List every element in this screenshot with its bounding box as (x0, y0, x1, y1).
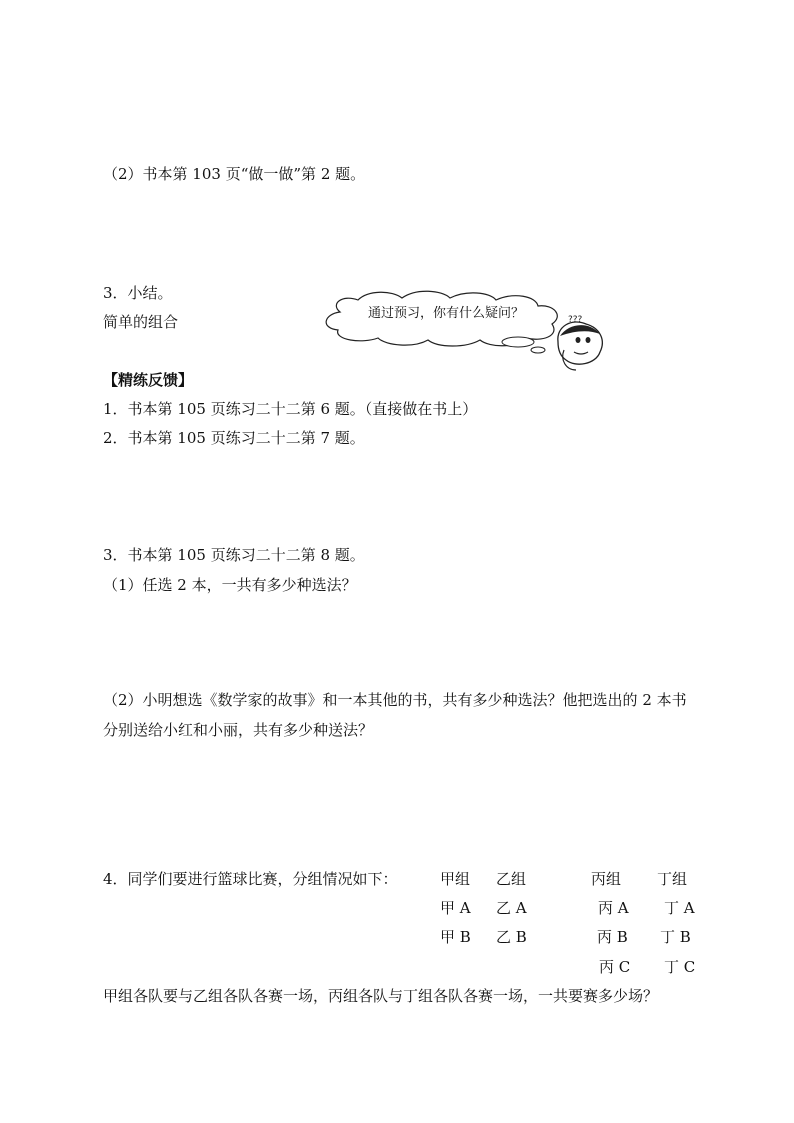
question-4-question: 甲组各队要与乙组各队各赛一场，丙组各队与丁组各队各赛一场，一共要赛多少场？ (103, 987, 659, 1005)
team-ding-a: 丁 A (664, 899, 695, 917)
question-1: 1．书本第 105 页练习二十二第 6 题。（直接做在书上） (103, 400, 478, 418)
section-heading: 【精练反馈】 (103, 371, 194, 389)
question-3: 3．书本第 105 页练习二十二第 8 题。 (103, 546, 365, 564)
team-ding-b: 丁 B (660, 928, 691, 946)
team-yi-b: 乙 B (496, 928, 527, 946)
team-jia-a: 甲 A (440, 899, 471, 917)
question-4-intro: 4．同学们要进行篮球比赛，分组情况如下： (103, 870, 398, 888)
summary-subtitle: 简单的组合 (103, 313, 179, 331)
question-marks: ??? (568, 315, 583, 325)
group-header-jia: 甲组 (440, 870, 471, 888)
team-yi-a: 乙 A (496, 899, 527, 917)
p2-item: （2）书本第 103 页“做一做”第 2 题。 (103, 165, 366, 183)
question-3-part-2-line-2: 分别送给小红和小丽，共有多少种送法？ (103, 721, 374, 739)
team-ding-c: 丁 C (664, 958, 696, 976)
question-3-part-2-line-1: （2）小明想选《数学家的故事》和一本其他的书，共有多少种选法？他把选出的 2 本书 (103, 691, 687, 709)
team-bing-c: 丙 C (599, 958, 631, 976)
group-header-ding: 丁组 (657, 870, 688, 888)
team-bing-a: 丙 A (598, 899, 629, 917)
question-2: 2．书本第 105 页练习二十二第 7 题。 (103, 429, 365, 447)
team-jia-b: 甲 B (440, 928, 471, 946)
team-bing-b: 丙 B (597, 928, 628, 946)
summary-title: 3．小结。 (103, 284, 173, 302)
bubble-text: 通过预习，你有什么疑问？ (368, 306, 525, 321)
cartoon-character-icon (558, 322, 602, 370)
group-header-yi: 乙组 (496, 870, 527, 888)
question-3-part-1: （1）任选 2 本，一共有多少种选法？ (103, 576, 357, 594)
group-header-bing: 丙组 (591, 870, 622, 888)
